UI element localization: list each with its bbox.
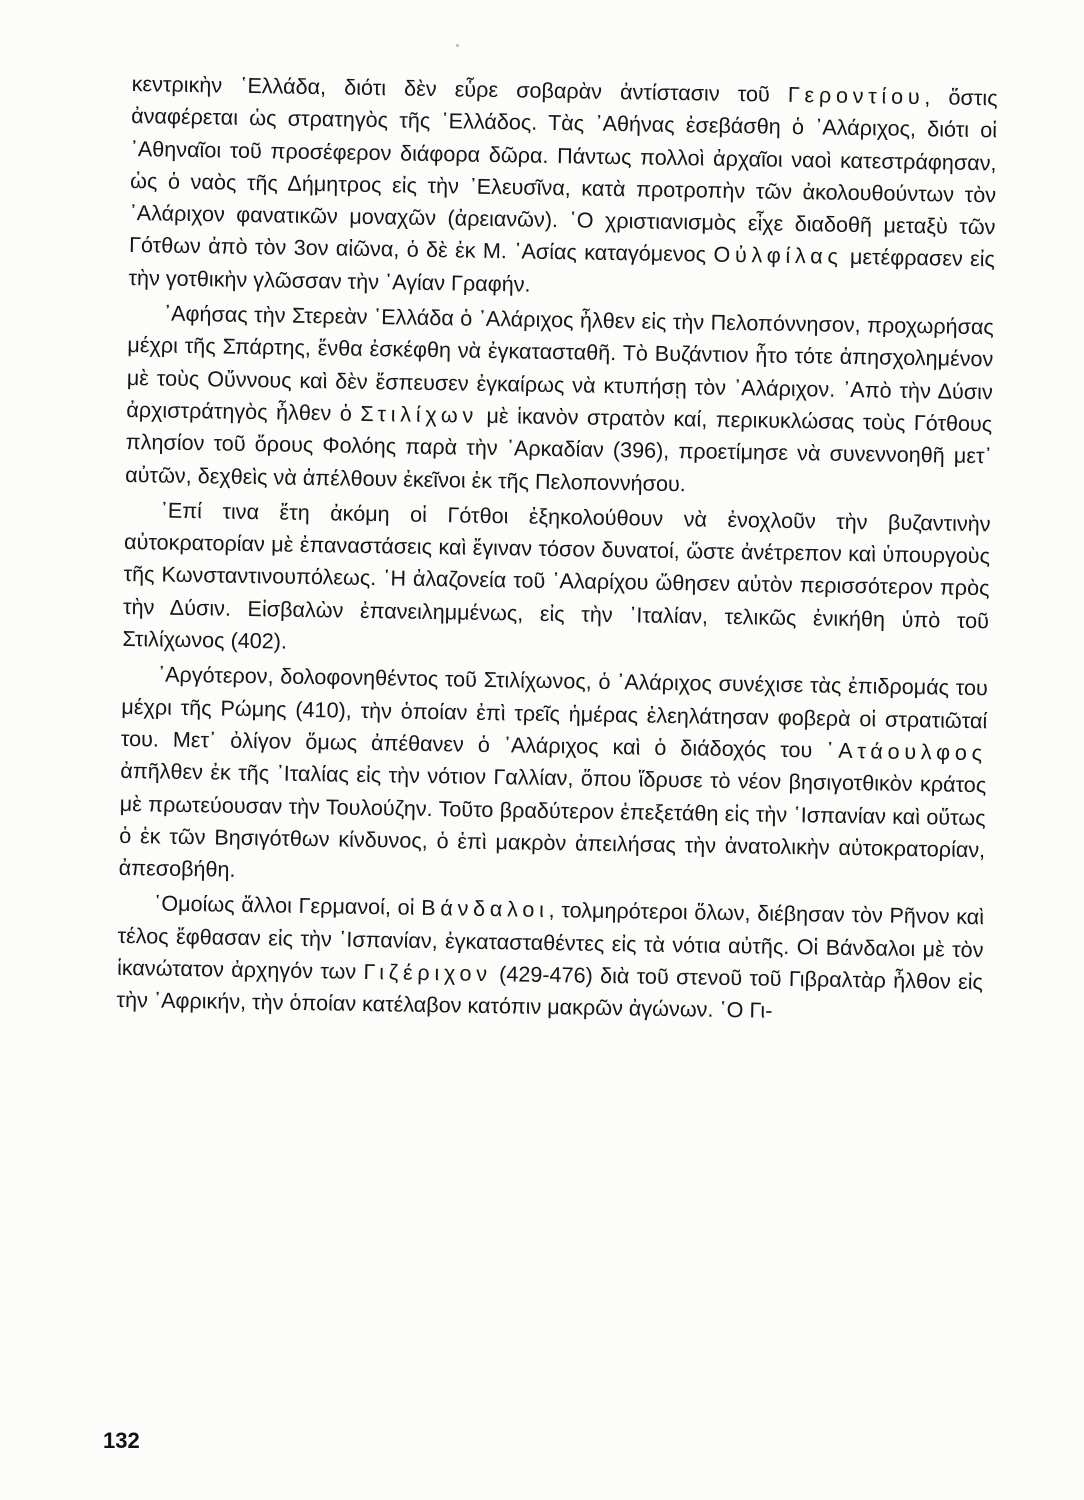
paragraph-4	[118, 658, 988, 898]
spaced-name-stilicho: Στιλίχων	[360, 400, 479, 428]
text-run: , ὅστις ἀναφέρεται ὡς στρατηγὸς τῆς ῾Ελλάδος. Τὰς ᾿Αθήνας ἐσεβάσθη ὁ ᾿Αλάριχος, διότι οἱ ᾿Αθηναῖοι τοῦ προσέφερον διάφορα δῶρα. Πάντως πολλοὶ ἀρχαῖοι ναοὶ κατεστράφησαν, ὡς ὁ ναὸς τῆς Δήμητρος εἰς τὴν ᾿Ελευσῖνα, κατὰ προτροπὴν τῶν ἀκολουθούντων τὸν ᾿Αλάριχον φανατικῶν μοναχῶν (ἀρειανῶν). ῾Ο χριστιανισμὸς εἶχε διαδοθῆ μεταξὺ τῶν Γότθων ἀπὸ τὸν 3ον αἰῶνα, ὁ δὲ ἐκ Μ. ᾿Ασίας καταγόμενος	[128, 84, 998, 268]
text-run: ῾Ομοίως ἄλλοι Γερμανοί, οἱ	[153, 890, 422, 921]
spaced-name-genseric: Γιζέριχον	[363, 958, 493, 987]
text-run: ᾿Αφήσας τὴν Στερεὰν ῾Ελλάδα ὁ ᾿Αλάριχος ἦλθεν εἰς τὴν Πελοπόννησον, προχωρήσας μέχρι τῆς Σπάρτης, ἔνθα ἐσκέφθη νὰ ἐγκατασταθῆ. Τὸ Βυζάντιον ἦτο τότε ἀπησχολημένον μὲ τοὺς Οὔννους καὶ δὲν ἔσπευσεν ἐγκαίρως νὰ κτυπήσῃ τὸν ᾿Αλάριχον. ᾿Απὸ τὴν Δύσιν ἀρχιστράτηγὸς ἦλθεν ὁ	[126, 300, 995, 426]
text-run: μετέφρασεν εἰς τὴν γοτθικὴν γλῶσσαν τὴν ῾Αγίαν Γραφήν.	[128, 244, 996, 297]
paper-speck	[456, 44, 459, 47]
paragraph-1	[128, 68, 998, 308]
spaced-name-ataulf: ᾿Ατάουλφος	[826, 737, 987, 766]
body-text	[116, 68, 998, 1034]
text-run: , τολμηρότεροι ὅλων, διέβησαν τὸν Ρῆνον καὶ τέλος ἔφθασαν εἰς τὴν ῾Ισπανίαν, ἐγκατασταθέντες εἰς τὰ νότια αὐτῆς. Οἱ Βάνδαλοι μὲ τὸν ἱκανώτατον ἀρχηγόν των	[116, 897, 985, 984]
text-run: κεντρικὴν ῾Ελλάδα, διότι δὲν εὗρε σοβαρὰν ἀντίστασιν τοῦ	[131, 70, 789, 107]
spaced-name-ulfilas: Οὐλφίλας	[713, 242, 843, 270]
paragraph-2	[125, 297, 994, 505]
text-run: μὲ ἱκανὸν στρατὸν καί, περικυκλώσας τοὺς Γότθους πλησίον τοῦ ὄρους Φολόης παρὰ τὴν ᾿Αρκαδίαν (396), προετίμησε νὰ συνεννοηθῆ μετ᾿ αὐτῶν, δεχθεὶς νὰ ἀπέλθουν ἐκεῖνοι ἐκ τῆς Πελοποννήσου.	[125, 402, 993, 496]
page-number: 132	[103, 1428, 140, 1453]
text-run: ἀπῆλθεν ἐκ τῆς ᾿Ιταλίας εἰς τὴν νότιον Γαλλίαν, ὅπου ἵδρυσε τὸ νέον βησιγοτθικὸν κράτος μὲ πρωτεύουσαν τὴν Τουλούζην. Τοῦτο βραδύτερον ἐπεξετάθη εἰς τὴν ῾Ισπανίαν καὶ οὕτως ὁ ἐκ τῶν Βησιγότθων κίνδυνος, ὁ ἐπὶ μακρὸν ἀπειλήσας τὴν ἀνατολικὴν αὐτοκρατορίαν, ἀπεσοβήθη.	[118, 758, 987, 882]
text-run: (429-476) διὰ τοῦ στενοῦ τοῦ Γιβραλτὰρ ἦλθον εἰς τὴν ᾿Αφρικήν, τὴν ὁποίαν κατέλαβον κατόπιν μακρῶν ἀγώνων. ῾Ο Γι-	[116, 961, 984, 1024]
paragraph-5	[116, 887, 984, 1031]
spaced-name-gerontios: Γεροντίου	[787, 81, 925, 110]
paragraph-3	[122, 494, 991, 670]
text-run: ᾿Αργότερον, δολοφονηθέντος τοῦ Στιλίχωνος, ὁ ᾿Αλάριχος συνέχισε τὰς ἐπιδρομάς του μέχρι τῆς Ρώμης (410), τὴν ὁποίαν ἐπὶ τρεῖς ἡμέρας ἐλεηλάτησαν φοβερὰ οἱ στρατιῶταί του. Μετ᾿ ὀλίγον ὅμως ἀπέθανεν ὁ ᾿Αλάριχος καὶ ὁ διάδοχός του	[120, 661, 989, 763]
spaced-name-vandals: Βάνδαλοι	[421, 895, 549, 923]
text-run: ᾿Επί τινα ἔτη ἀκόμη οἱ Γότθοι ἐξηκολούθουν νὰ ἐνοχλοῦν τὴν βυζαντινὴν αὐτοκρατορίαν μὲ ἐπαναστάσεις καὶ ἔγιναν τόσον δυνατοί, ὥστε ἀνέτρεπον καὶ ὑπουργοὺς τῆς Κωνσταντινουπόλεως. ῾Η ἀλαζονεία τοῦ ᾿Αλαρίχου ὤθησεν αὐτὸν περισσότερον πρὸς τὴν Δύσιν. Εἰσβαλὼν ἐπανειλημμένως, εἰς τὴν ᾿Ιταλίαν, τελικῶς ἐνικήθη ὑπὸ τοῦ Στιλίχωνος (402).	[122, 497, 991, 654]
